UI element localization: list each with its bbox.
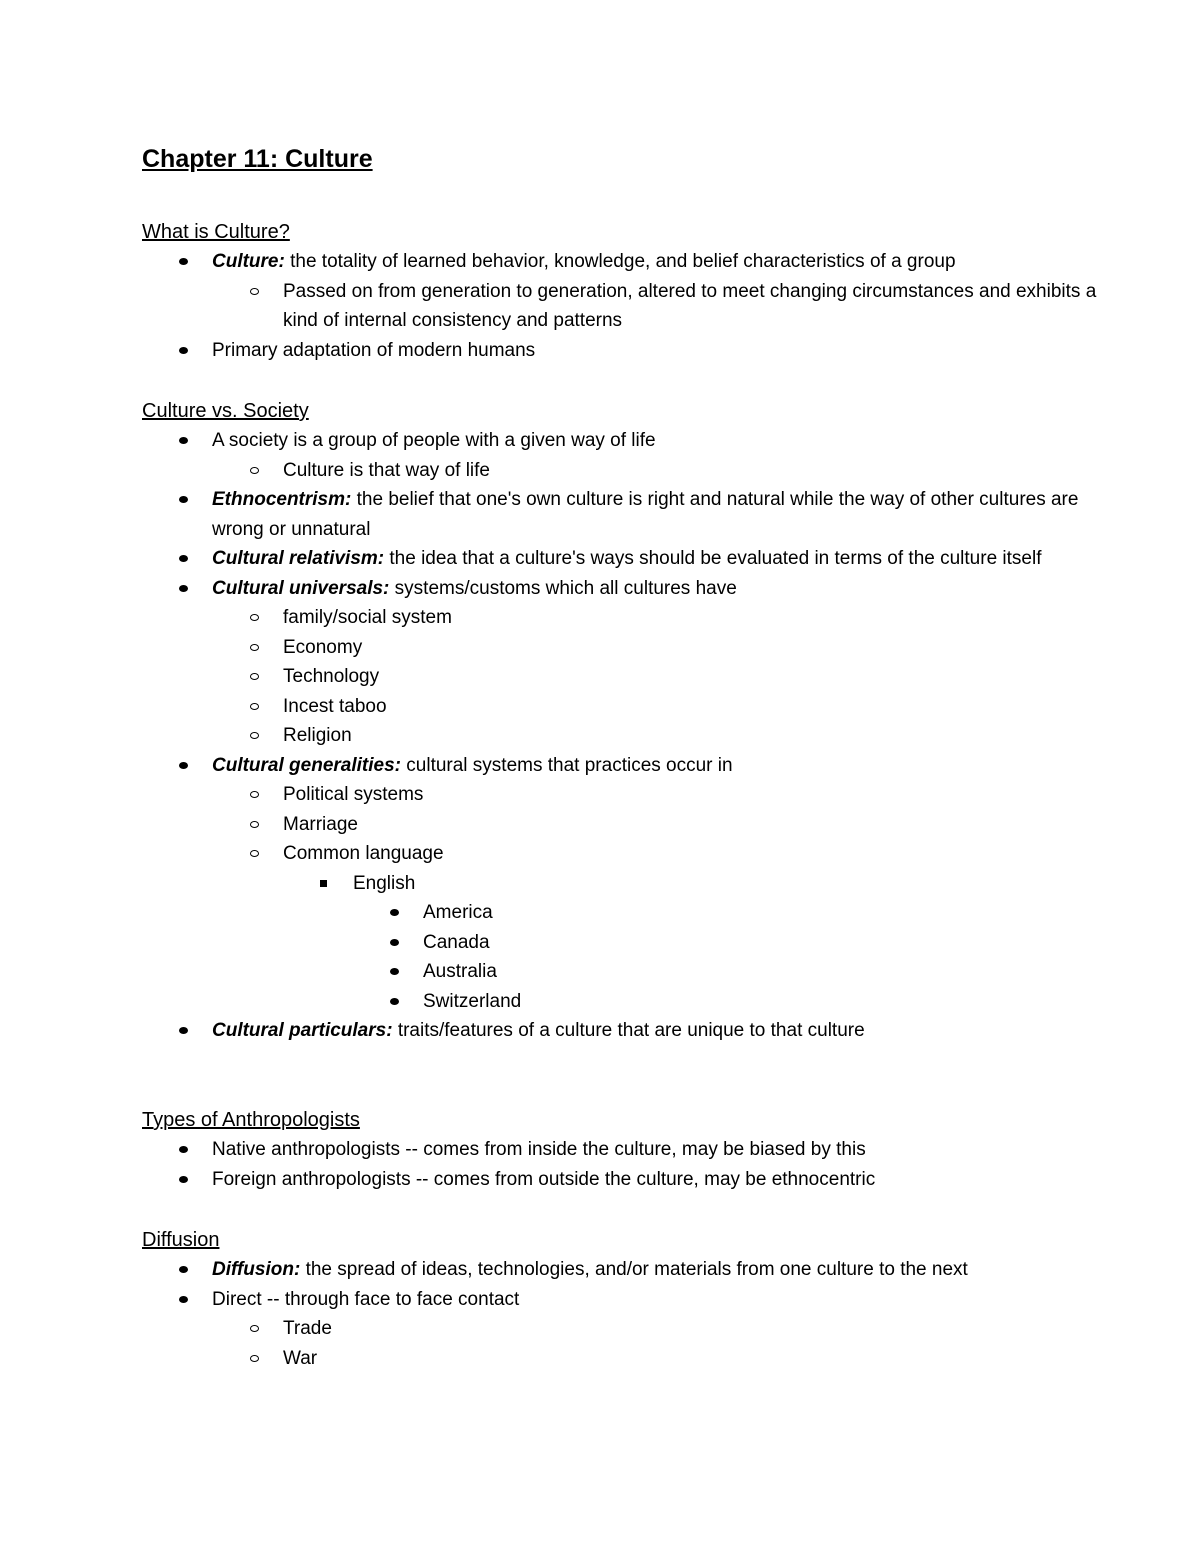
list-item <box>142 277 1102 336</box>
bullet-circle-icon <box>250 791 259 798</box>
list-item-text: Native anthropologists -- comes from inside the culture, may be biased by this <box>212 1139 866 1160</box>
list-item-text: War <box>283 1347 318 1369</box>
bullet-dot-icon <box>390 968 399 975</box>
bullet-dot-icon <box>390 939 399 946</box>
section-heading: Types of Anthropologists <box>142 1109 360 1131</box>
section-diffusion <box>142 1225 1102 1373</box>
bullet-dot-icon <box>179 437 188 444</box>
section-culture-vs-society <box>142 396 1102 1046</box>
list-item <box>142 456 1102 486</box>
bullet-dot-icon <box>179 1146 188 1153</box>
bullet-circle-icon <box>250 644 259 651</box>
list-item-text: Passed on from generation to generation, altered to meet changing circumstances and exhibits a kind of internal consistency and patterns <box>283 280 1097 331</box>
list-item <box>142 839 1102 869</box>
term-definition: the spread of ideas, technologies, and/or materials from one culture to the next <box>300 1259 968 1280</box>
bullet-circle-icon <box>250 467 259 474</box>
list-item <box>142 957 1102 987</box>
list-item-text: A society is a group of people with a given way of life <box>212 430 656 451</box>
bullet-circle-icon <box>250 732 259 739</box>
list-item-text: Incest taboo <box>283 695 387 717</box>
list-item-text: Primary adaptation of modern humans <box>212 339 536 361</box>
term-definition: the idea that a culture's ways should be evaluated in terms of the culture itself <box>384 548 1042 569</box>
list-item <box>142 721 1102 751</box>
list-item-text: family/social system <box>283 607 452 628</box>
list-item-text: Direct -- through face to face contact <box>212 1288 520 1310</box>
list-item <box>142 544 1102 574</box>
bullet-dot-icon <box>179 762 188 769</box>
section-heading: Culture vs. Society <box>142 400 309 422</box>
bullet-square-icon <box>320 880 327 887</box>
bullet-circle-icon <box>250 673 259 680</box>
list-item <box>142 780 1102 810</box>
bullet-circle-icon <box>250 850 259 857</box>
list-item <box>142 928 1102 958</box>
bullet-dot-icon <box>179 1266 188 1273</box>
list-item-text: Foreign anthropologists -- comes from outside the culture, may be ethnocentric <box>212 1168 876 1190</box>
bullet-dot-icon <box>179 1176 188 1183</box>
term-label: Culture: <box>212 251 285 272</box>
bullet-circle-icon <box>250 1325 259 1332</box>
list-item <box>142 336 1102 366</box>
bullet-circle-icon <box>250 821 259 828</box>
list-item <box>142 1165 1102 1195</box>
term-label: Cultural universals: <box>212 577 390 599</box>
list-item <box>142 869 1102 899</box>
list-item-text: Marriage <box>283 813 358 835</box>
list-item <box>142 751 1102 781</box>
bullet-circle-icon <box>250 288 259 295</box>
list-item <box>142 633 1102 663</box>
term-label: Diffusion: <box>212 1259 301 1280</box>
bullet-list <box>142 1255 1102 1373</box>
list-item-text: Trade <box>283 1318 332 1339</box>
list-item-text: Switzerland <box>423 990 522 1012</box>
list-item-text: Economy <box>283 636 363 658</box>
list-item-text: Australia <box>423 961 497 982</box>
list-item <box>142 1344 1102 1374</box>
term-definition: systems/customs which all cultures have <box>389 577 737 599</box>
bullet-dot-icon <box>179 496 188 503</box>
list-item <box>142 426 1102 456</box>
list-item <box>142 987 1102 1017</box>
bullet-dot-icon <box>179 1027 188 1034</box>
list-item <box>142 662 1102 692</box>
bullet-dot-icon <box>179 585 188 592</box>
section-heading: Diffusion <box>142 1229 220 1251</box>
list-item <box>142 574 1102 604</box>
list-item <box>142 247 1102 277</box>
term-label: Cultural particulars: <box>212 1020 393 1041</box>
list-item <box>142 485 1102 544</box>
bullet-dot-icon <box>390 998 399 1005</box>
term-definition: the totality of learned behavior, knowledge, and belief characteristics of a group <box>284 251 956 272</box>
list-item-text: English <box>353 872 416 894</box>
list-item <box>142 810 1102 840</box>
list-item <box>142 603 1102 633</box>
list-item-text: Technology <box>283 666 380 687</box>
list-item <box>142 692 1102 722</box>
bullet-dot-icon <box>179 1296 188 1303</box>
term-definition: cultural systems that practices occur in <box>401 754 733 776</box>
bullet-list <box>142 426 1102 1046</box>
list-item <box>142 1285 1102 1315</box>
bullet-dot-icon <box>179 347 188 354</box>
list-item-text: Canada <box>423 931 490 953</box>
bullet-list <box>142 247 1102 365</box>
bullet-dot-icon <box>179 555 188 562</box>
bullet-circle-icon <box>250 1355 259 1362</box>
list-item <box>142 1314 1102 1344</box>
section-what-is-culture <box>142 217 1102 365</box>
bullet-dot-icon <box>390 909 399 916</box>
term-label: Cultural relativism: <box>212 548 385 569</box>
bullet-circle-icon <box>250 703 259 710</box>
term-definition: the belief that one's own culture is right and natural while the way of other cultures are wrong or unnatural <box>212 489 1079 540</box>
list-item-text: Religion <box>283 725 352 746</box>
bullet-dot-icon <box>179 258 188 265</box>
section-types-of-anthropologists <box>142 1105 1102 1194</box>
section-heading: What is Culture? <box>142 221 290 243</box>
term-definition: traits/features of a culture that are unique to that culture <box>392 1020 865 1041</box>
bullet-circle-icon <box>250 614 259 621</box>
list-item <box>142 898 1102 928</box>
list-item <box>142 1016 1102 1046</box>
list-item-text: Culture is that way of life <box>283 459 490 481</box>
term-label: Ethnocentrism: <box>212 489 352 510</box>
list-item-text: Political systems <box>283 784 424 805</box>
term-label: Cultural generalities: <box>212 754 401 776</box>
list-item-text: America <box>423 902 493 923</box>
list-item-text: Common language <box>283 843 444 864</box>
list-item <box>142 1135 1102 1165</box>
page-title: Chapter 11: Culture <box>142 145 373 173</box>
bullet-list <box>142 1135 1102 1194</box>
list-item <box>142 1255 1102 1285</box>
